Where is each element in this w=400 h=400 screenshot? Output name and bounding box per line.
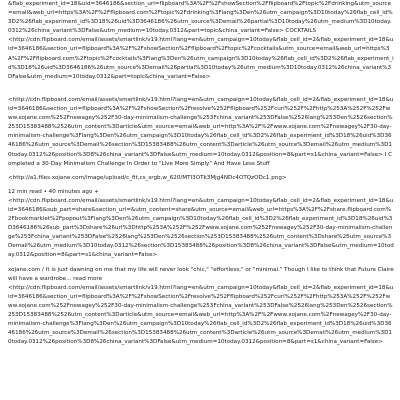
spacer [8, 82, 394, 91]
url-cocktails-topic[interactable]: <http://cdn.flipboard.com/email/assets/smartlink/v19.html?lang=en&utm_campaign=10today&flab_cell_id=2&flab_experiment_id=18&uid=3646186&section_url=flipboard%3A%2F%2FshowSection%2Fflipboard%2Ftopic%2Fcocktails&utm_source=email&web_url=https%3A%2F%2Fflipboard.com%2Ftopic%2Fcocktails%3Flang%3Den%26utm_campaign%3D10today%26flab_cell_id%3D2%26flab_experiment_id%3D18%26uid%3D3646186%26utm_source%3Demail%26partial%3D10today%26utm_medium%3D10today.0312%26china_variant%3DFalse&utm_medium=10today.0312&part=topic&china_variant=False> [8, 37, 394, 80]
article-excerpt: xojane.com / It is just dawning on me that my life will never look "chic," "effortless," or "minimal." Though I like to think that Future Claire will have a wardrobe... read more [8, 266, 394, 282]
article-link-with-title[interactable]: <http://cdn.flipboard.com/email/assets/smartlink/v19.html?lang=en&utm_campaign=10today&flab_cell_id=2&flab_experiment_id=18&uid=3646186&section_url=flipboard%3A%2F%2FshowSection%2Fresolve%252Fflipboard%252Fcurl%252F%2Fhttp%253A%252F%252Fwww.xojane.com%252Fnewagey%252F30-day-minimalism-challenge%253Fchina_variant%253DFalse%2526lang%253Den%2526section%253D15383488%2526utm_content%3Darticle&utm_source=email&web_url=http%3A%2F%2Fwww.xojane.com%2Fnewagey%2F30-day-minimalism-challenge%3Flang%3Den%26utm_campaign%3D10today%26flab_cell_id%3D2%26flab_experiment_id%3D18%26uid%3D3646186%26utm_source%3Demail%26section%3D15383488%26utm_content%3Darticle%26utm_source%3Demail%26utm_medium%3D10today.0312%26position%3D8%26china_variant%3DFalse&utm_medium=10today.0312&position=8&part=s1&china_variant=False> I Completed a 30-Day Minimalism Challenge In Order to "Live More Simply" And Have Less Stuff [8, 96, 394, 167]
url-top-tail[interactable]: &flab_experiment_id=18&uid=3646186&section_url=flipboard%3A%2F%2FshowSection%2Fflipboard%2Ftopic%2Fdrinking&utm_source=email&web_url=https%3A%2F%2Fflipboard.com%2Ftopic%2Fdrinking%3Flang%3Den%26utm_campaign%3D10today%26flab_cell_id%3D2%26flab_experiment_id%3D18%26uid%3D3646186%26utm_source%3Demail%26partial%3D10today%26utm_medium%3D10today.0312%26china_variant%3DFalse&utm_medium=10today.0312&part=topic&china_variant=False> COCKTAILS [8, 1, 393, 35]
article-meta-line: 12 min read • 40 minutes ago + [8, 188, 99, 195]
article-image-url[interactable]: <http://a1.files.xojane.com/image/upload/c_fit,cs_srgb,w_620/MTI3OTk3Mjg4NDc4OTQzODc1.png> [8, 174, 287, 181]
share-link[interactable]: <http://cdn.flipboard.com/email/assets/smartlink/v19.html?lang=en&utm_campaign=10today&flab_cell_id=2&flab_experiment_id=18&uid=3646186&sub_part=share&section_url=&utm_content=share&utm_source=email&web_url=https%3A%2F%2Fshare.flipboard.com%2Fbookmarklet%2Fpopout%3Flang%3Den%26utm_campaign%3D10today%26flab_cell_id%3D2%26flab_experiment_id%3D18%26uid%3D3646186%26sub_part%3Dshare%26url%3Dhttp%253A%252F%252Fwww.xojane.com%252Fnewagey%252F30-day-minimalism-challenge%253Fchina_variant%253DFalse%2526lang%253Den%2526section%253D15383488%2526utm_content%3Dshare%26utm_source%3Demail%26utm_medium%3D10today.0312%26section%3D15383488%26position%3D8%26china_variant%3DFalse&utm_medium=10today.0312&position=8&part=s1&china_variant=False> [8, 197, 394, 259]
read-more-link[interactable]: <http://cdn.flipboard.com/email/assets/smartlink/v19.html?lang=en&utm_campaign=10today&flab_cell_id=2&flab_experiment_id=18&uid=3646186&section_url=flipboard%3A%2F%2FshowSection%2Fresolve%252Fflipboard%252Fcurl%252F%2Fhttp%253A%252F%252Fwww.xojane.com%252Fnewagey%252F30-day-minimalism-challenge%253Fchina_variant%253DFalse%2526lang%253Den%2526section%253D15383488%2526utm_content%3Darticle&utm_source=email&web_url=http%3A%2F%2Fwww.xojane.com%2Fnewagey%2F30-day-minimalism-challenge%3Flang%3Den%26utm_campaign%3D10today%26flab_cell_id%3D2%26flab_experiment_id%3D18%26uid%3D3646186%26utm_source%3Demail%26section%3D15383488%26utm_content%3Darticle%26utm_source%3Demail%26utm_medium%3D10today.0312%26position%3D8%26china_variant%3DFalse&utm_medium=10today.0312&position=8&part=s1&china_variant=False> [8, 284, 394, 346]
